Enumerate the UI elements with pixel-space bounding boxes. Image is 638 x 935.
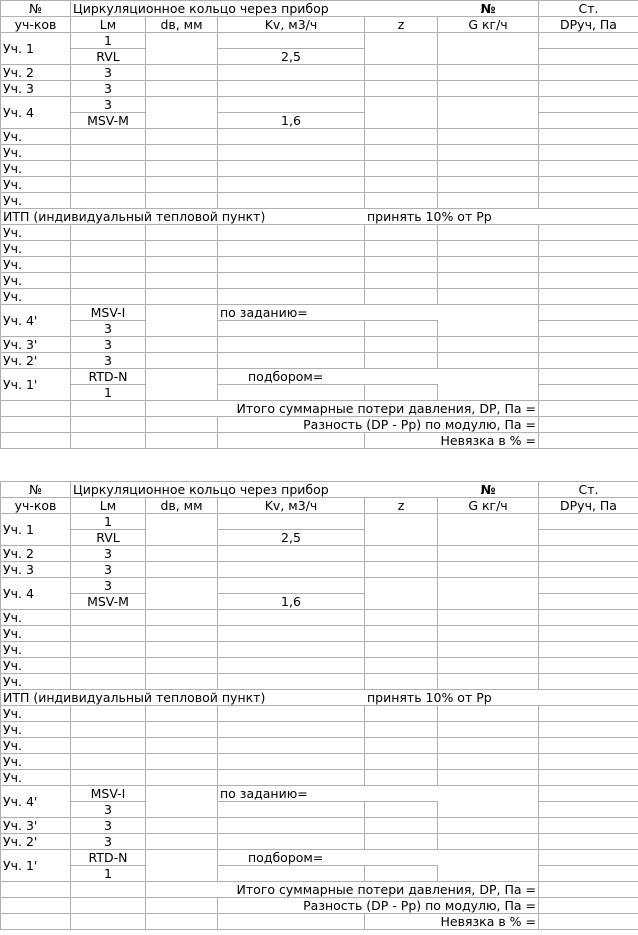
totals-row: [1, 417, 638, 433]
circulation-ring-table: [0, 0, 638, 449]
z-cell: [365, 33, 438, 65]
table-row: [1, 754, 638, 770]
section-label: Уч.: [1, 289, 71, 305]
difference-label: Разность (DP - Рр) по модулю, Па =: [218, 898, 539, 914]
col-lm-header: Lм: [71, 17, 146, 33]
section-label: Уч. 2': [1, 353, 71, 369]
col-dp-header: DPуч, Па: [539, 17, 638, 33]
table-row: [1, 786, 638, 802]
table-row: [1, 337, 638, 353]
section-label: Уч.: [1, 241, 71, 257]
dp-cell: [539, 49, 638, 65]
section-label: Уч. 4': [1, 305, 71, 337]
col-z-header: z: [365, 17, 438, 33]
circulation-ring-table: [0, 481, 638, 930]
section-label: Уч. 3': [1, 818, 71, 834]
lm-cell: RTD-N: [71, 369, 146, 385]
table-title: Циркуляционное кольцо через прибор: [71, 1, 438, 17]
lm-cell: MSV-M: [71, 113, 146, 129]
table-row: [1, 33, 638, 49]
totals-row: [1, 914, 638, 930]
col-lm-header: Lм: [71, 498, 146, 514]
header-row-2: [1, 17, 638, 33]
section-label: Уч. 2': [1, 834, 71, 850]
totals-row: [1, 882, 638, 898]
lm-cell: 3: [71, 337, 146, 353]
table-row: [1, 145, 638, 161]
col-g-header: G кг/ч: [438, 17, 539, 33]
section-label: Уч.: [1, 129, 71, 145]
lm-cell: 3: [71, 353, 146, 369]
lm-cell: 3: [71, 834, 146, 850]
lm-cell: 3: [71, 546, 146, 562]
col-uch-header: уч-ков: [1, 498, 71, 514]
table-row: [1, 626, 638, 642]
table-row: [1, 241, 638, 257]
table-row: [1, 161, 638, 177]
col-num-header: №: [1, 1, 71, 17]
lm-cell: 3: [71, 65, 146, 81]
given-note: по заданию=: [218, 786, 438, 802]
lm-cell: 3: [71, 818, 146, 834]
selection-note: подбором=: [218, 850, 438, 866]
kv-cell: [218, 33, 365, 49]
section-label: Уч.: [1, 642, 71, 658]
col-num2-header: №: [438, 1, 539, 17]
total-loss-label: Итого суммарные потери давления, DP, Па =: [146, 401, 539, 417]
section-label: Уч.: [1, 177, 71, 193]
col-num-header: №: [1, 482, 71, 498]
totals-row: [1, 401, 638, 417]
itp-note: принять 10% от Рр: [365, 209, 539, 225]
col-db-header: dв, мм: [146, 498, 218, 514]
table-row: [1, 642, 638, 658]
table-row: [1, 353, 638, 369]
table-row: [1, 305, 638, 321]
col-kv-header: Kv, м3/ч: [218, 17, 365, 33]
table-title: Циркуляционное кольцо через прибор: [71, 482, 438, 498]
table-row: [1, 273, 638, 289]
col-uch-header: уч-ков: [1, 17, 71, 33]
table-row: [1, 129, 638, 145]
table-row: [1, 514, 638, 530]
table-row: [1, 385, 638, 401]
col-db-header: dв, мм: [146, 17, 218, 33]
header-row-1: [1, 482, 638, 498]
table-row: [1, 738, 638, 754]
table-row: [1, 818, 638, 834]
col-st-header: Ст.: [539, 482, 638, 498]
dp-cell: [539, 530, 638, 546]
section-label: Уч. 2: [1, 546, 71, 562]
itp-row: [1, 209, 638, 225]
kv-cell: 2,5: [218, 49, 365, 65]
section-label: Уч. 2: [1, 65, 71, 81]
section-label: Уч. 4: [1, 97, 71, 129]
table-row: [1, 321, 638, 337]
lm-cell: 1: [71, 385, 146, 401]
col-st-header: Ст.: [539, 1, 638, 17]
section-label: Уч.: [1, 145, 71, 161]
kv-cell: 1,6: [218, 113, 365, 129]
itp-label: ИТП (индивидуальный тепловой пункт): [1, 690, 365, 706]
section-label: Уч. 1: [1, 514, 71, 546]
table-row: [1, 562, 638, 578]
col-g-header: G кг/ч: [438, 498, 539, 514]
table-row: [1, 369, 638, 385]
lm-cell: 3: [71, 97, 146, 113]
section-label: Уч. 1': [1, 850, 71, 882]
table-row: [1, 97, 638, 113]
col-z-header: z: [365, 498, 438, 514]
col-dp-header: DPуч, Па: [539, 498, 638, 514]
table-row: [1, 546, 638, 562]
selection-note: подбором=: [218, 369, 438, 385]
section-label: Уч.: [1, 674, 71, 690]
table-row: [1, 578, 638, 594]
table-row: [1, 866, 638, 882]
section-label: Уч. 3: [1, 562, 71, 578]
section-label: Уч.: [1, 706, 71, 722]
section-label: Уч.: [1, 273, 71, 289]
table-row: [1, 594, 638, 610]
dp-cell: [539, 514, 638, 530]
lm-cell: 3: [71, 81, 146, 97]
section-label: Уч.: [1, 626, 71, 642]
itp-note: принять 10% от Рр: [365, 690, 539, 706]
col-kv-header: Kv, м3/ч: [218, 498, 365, 514]
table-row: [1, 177, 638, 193]
section-label: Уч. 4: [1, 578, 71, 610]
section-label: Уч. 1: [1, 33, 71, 65]
table-row: [1, 610, 638, 626]
dp-cell: [539, 33, 638, 49]
totals-row: [1, 433, 638, 449]
lm-cell: MSV-I: [71, 305, 146, 321]
lm-cell: MSV-I: [71, 786, 146, 802]
table-row: [1, 289, 638, 305]
table-row: [1, 802, 638, 818]
kv-cell: 1,6: [218, 594, 365, 610]
lm-cell: 3: [71, 562, 146, 578]
table-row: [1, 706, 638, 722]
section-label: Уч. 3': [1, 337, 71, 353]
section-label: Уч.: [1, 754, 71, 770]
totals-row: [1, 898, 638, 914]
table-row: [1, 225, 638, 241]
header-row-2: [1, 498, 638, 514]
table-row: [1, 530, 638, 546]
lm-cell: 1: [71, 33, 146, 49]
section-label: Уч.: [1, 658, 71, 674]
table-row: [1, 113, 638, 129]
section-label: Уч.: [1, 722, 71, 738]
col-num2-header: №: [438, 482, 539, 498]
section-label: Уч.: [1, 161, 71, 177]
kv-cell: [218, 514, 365, 530]
table-row: [1, 658, 638, 674]
table-row: [1, 49, 638, 65]
lm-cell: 3: [71, 321, 146, 337]
lm-cell: 1: [71, 866, 146, 882]
section-label: Уч.: [1, 610, 71, 626]
header-row-1: [1, 1, 638, 17]
section-label: Уч.: [1, 257, 71, 273]
section-label: Уч. 3: [1, 81, 71, 97]
lm-cell: 1: [71, 514, 146, 530]
lm-cell: 3: [71, 578, 146, 594]
table-row: [1, 770, 638, 786]
table-row: [1, 81, 638, 97]
section-label: Уч.: [1, 770, 71, 786]
given-note: по заданию=: [218, 305, 438, 321]
table-row: [1, 65, 638, 81]
db-cell: [146, 514, 218, 546]
lm-cell: RTD-N: [71, 850, 146, 866]
section-label: Уч. 1': [1, 369, 71, 401]
lm-cell: MSV-M: [71, 594, 146, 610]
g-cell: [438, 514, 539, 546]
table-row: [1, 834, 638, 850]
section-label: Уч. 4': [1, 786, 71, 818]
itp-label: ИТП (индивидуальный тепловой пункт): [1, 209, 365, 225]
section-label: Уч.: [1, 193, 71, 209]
table-row: [1, 257, 638, 273]
g-cell: [438, 33, 539, 65]
z-cell: [365, 514, 438, 546]
table-row: [1, 722, 638, 738]
error-label: Невязка в % =: [365, 433, 539, 449]
lm-cell: RVL: [71, 49, 146, 65]
db-cell: [146, 33, 218, 65]
lm-cell: 3: [71, 802, 146, 818]
itp-row: [1, 690, 638, 706]
table-row: [1, 674, 638, 690]
section-label: Уч.: [1, 738, 71, 754]
lm-cell: RVL: [71, 530, 146, 546]
kv-cell: 2,5: [218, 530, 365, 546]
section-label: Уч.: [1, 225, 71, 241]
difference-label: Разность (DP - Рр) по модулю, Па =: [218, 417, 539, 433]
table-row: [1, 850, 638, 866]
total-loss-label: Итого суммарные потери давления, DP, Па =: [146, 882, 539, 898]
table-row: [1, 193, 638, 209]
error-label: Невязка в % =: [365, 914, 539, 930]
